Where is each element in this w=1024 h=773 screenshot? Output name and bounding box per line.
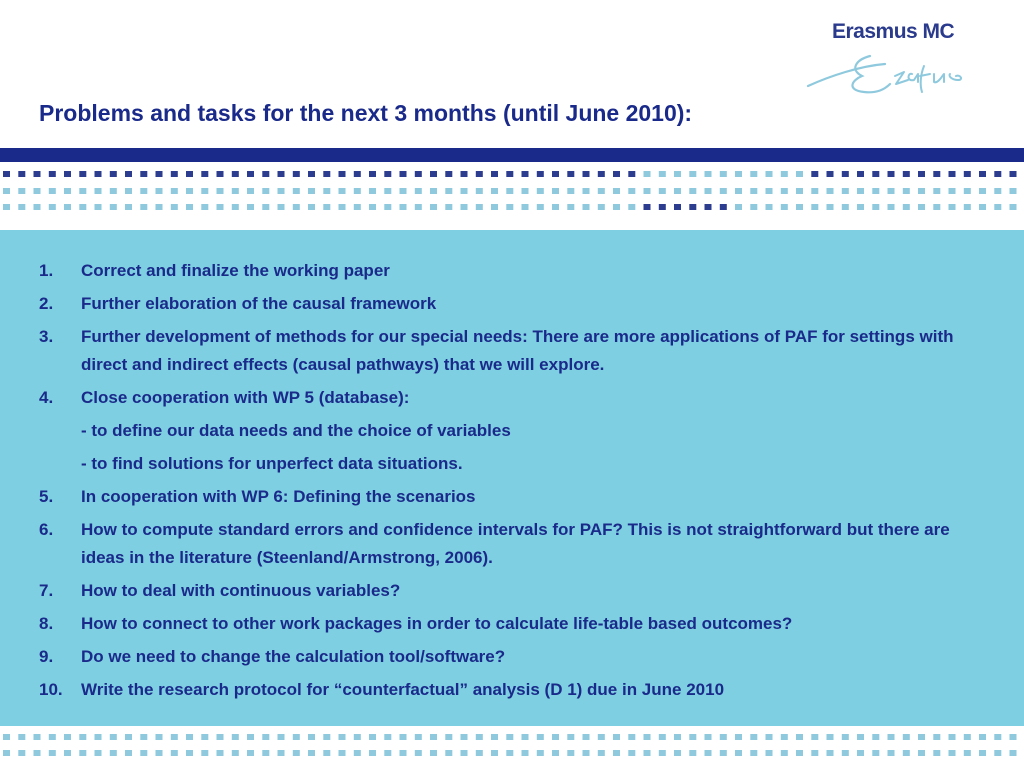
list-item (0, 384, 1024, 412)
list-item (0, 577, 1024, 605)
dot-pattern-top-graphic (0, 162, 1024, 230)
list-item (0, 676, 1024, 704)
item-text: Do we need to change the calculation tool/software? (81, 647, 506, 666)
item-text: Correct and finalize the working paper (81, 261, 390, 280)
list-item (0, 290, 1024, 318)
sub-item: - to find solutions for unperfect data situations. (81, 454, 463, 473)
slide-header (0, 0, 1024, 148)
item-text: Further elaboration of the causal framework (81, 294, 437, 313)
item-text: Write the research protocol for “counterfactual” analysis (D 1) due in June 2010 (81, 680, 725, 699)
sub-item: - to define our data needs and the choice of variables (81, 421, 511, 440)
item-number: 1. (39, 261, 54, 280)
list-item (0, 643, 1024, 671)
item-text: Further development of methods for our special needs: There are more applications of PAF for settings with direct and indirect effects (causal pathways) that we will explore. (81, 327, 954, 374)
item-text: In cooperation with WP 6: Defining the scenarios (81, 487, 476, 506)
navy-band (0, 148, 1024, 162)
item-number: 5. (39, 487, 54, 506)
item-number: 3. (39, 327, 54, 346)
dot-pattern-bottom (0, 726, 1024, 768)
dot-pattern-top (0, 162, 1024, 230)
item-text: Close cooperation with WP 5 (database): (81, 388, 410, 407)
item-number: 8. (39, 614, 54, 633)
item-number: 6. (39, 520, 54, 539)
item-text: How to deal with continuous variables? (81, 581, 401, 600)
dot-pattern-bottom-graphic (0, 726, 1024, 768)
item-text: How to connect to other work packages in order to calculate life-table based outcomes? (81, 614, 793, 633)
list-item (0, 323, 1024, 379)
list-item (0, 483, 1024, 511)
slide-title: Problems and tasks for the next 3 months (until June 2010): (39, 100, 693, 126)
item-number: 2. (39, 294, 54, 313)
list-item (0, 257, 1024, 285)
task-list (0, 257, 1024, 709)
erasmus-mc-logo (800, 18, 1000, 98)
signature-icon (800, 46, 990, 96)
logo-wordmark: Erasmus MC (832, 20, 955, 43)
item-number: 10. (39, 680, 63, 699)
list-item (0, 610, 1024, 638)
item-number: 4. (39, 388, 54, 407)
item-number: 7. (39, 581, 54, 600)
item-number: 9. (39, 647, 54, 666)
item-text: How to compute standard errors and confidence intervals for PAF? This is not straightforward but there are ideas in the literature (Steenland/Armstrong, 2006). (81, 520, 950, 567)
list-item (0, 516, 1024, 572)
